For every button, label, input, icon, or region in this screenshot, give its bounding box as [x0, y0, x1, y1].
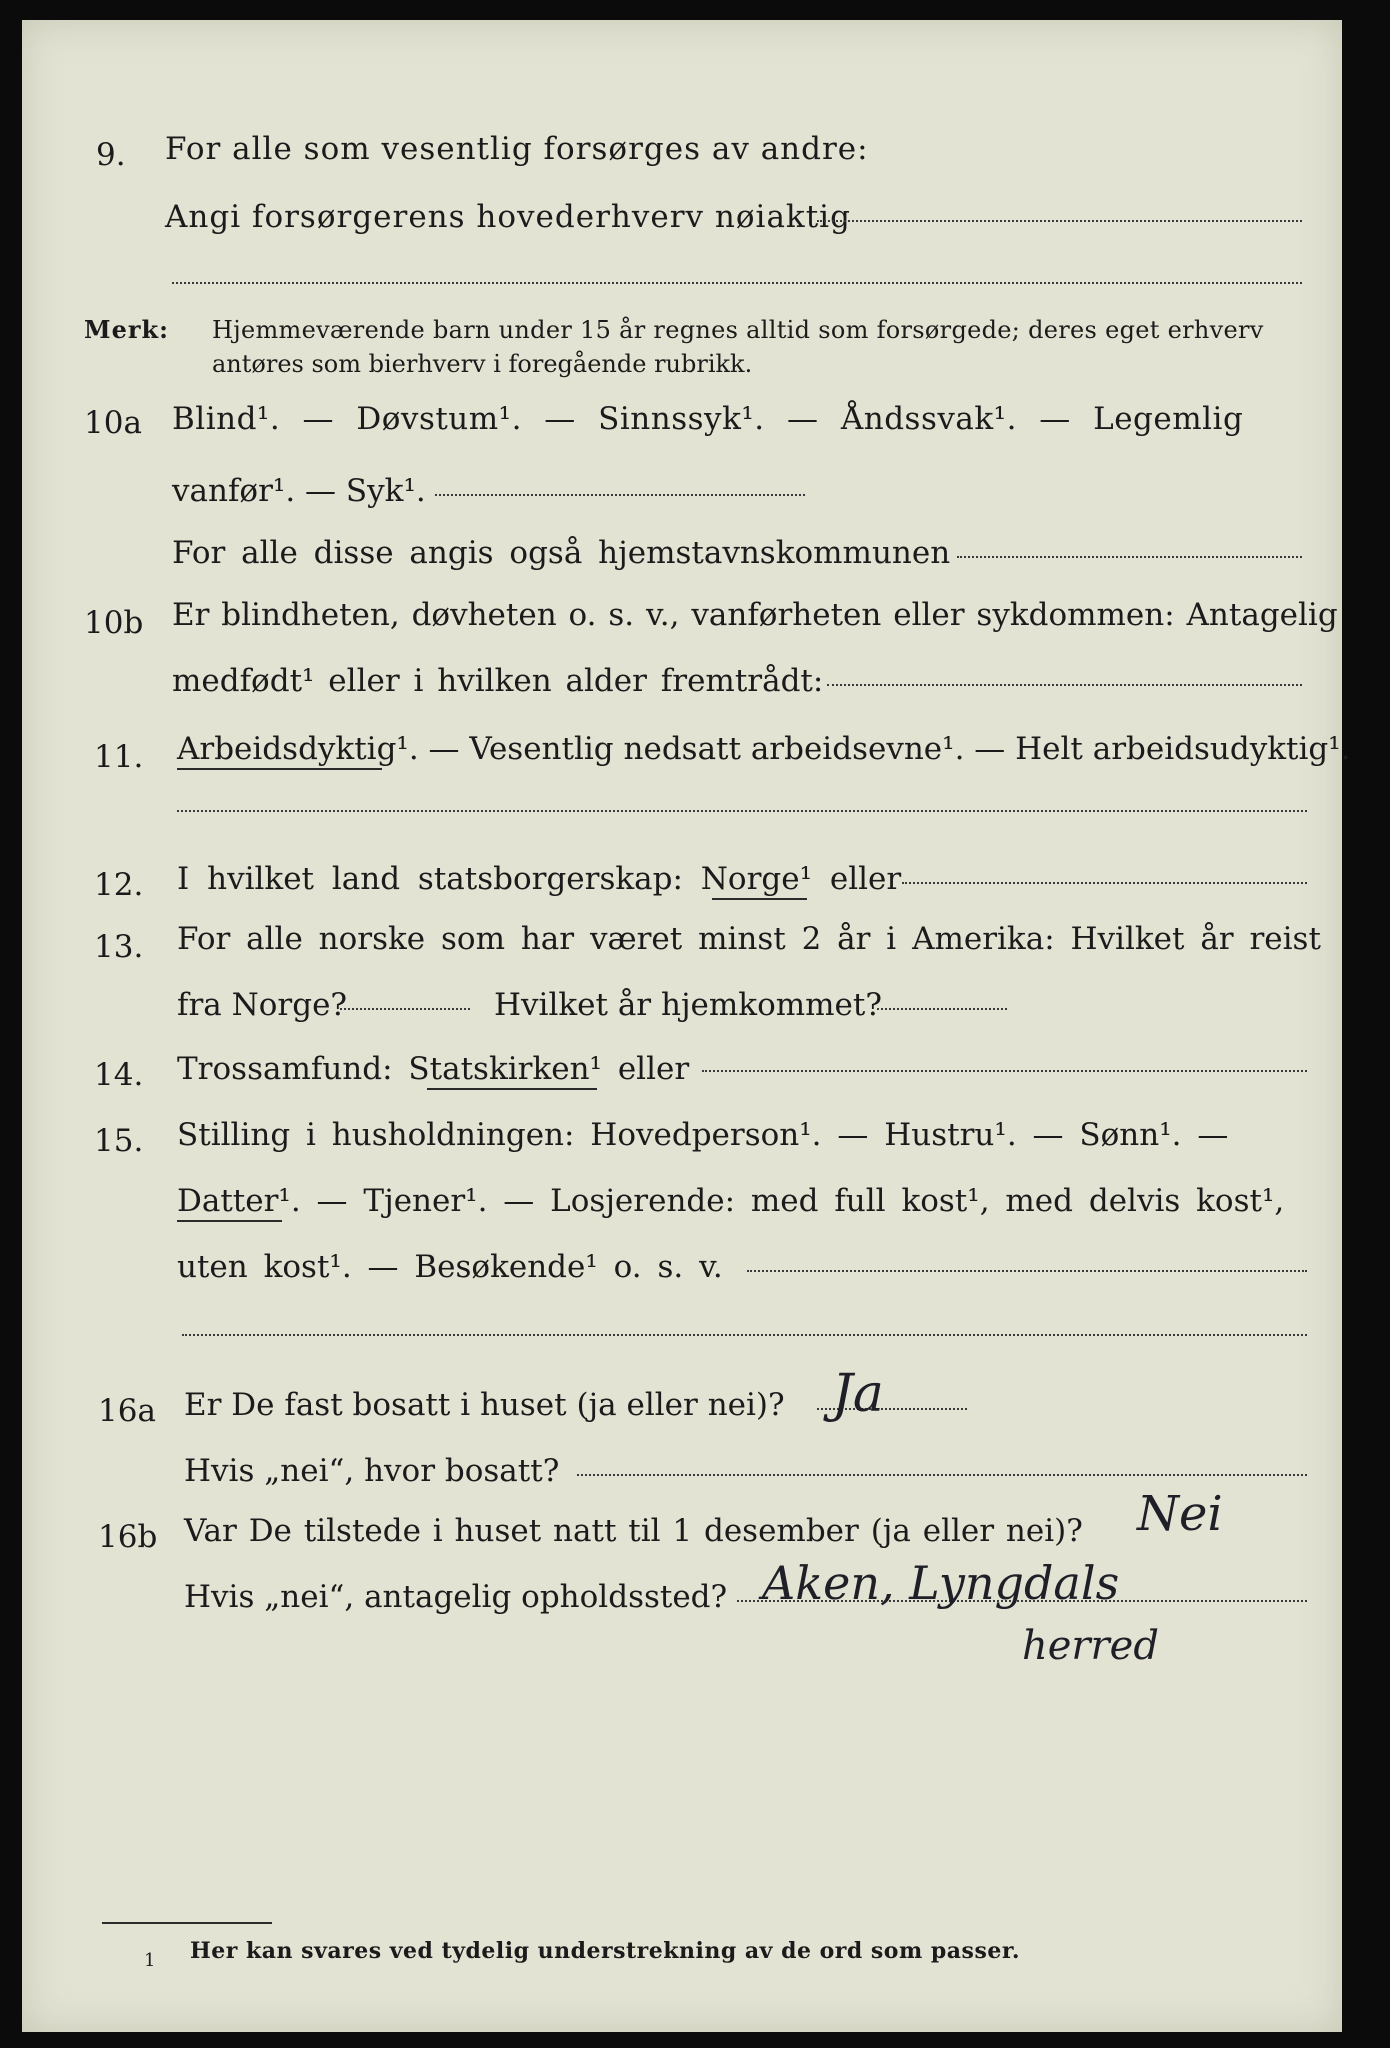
question-16b-number: 16b — [98, 1519, 158, 1555]
question-16b-line1: Var De tilstede i huset natt til 1 desember (ja eller nei)? — [184, 1513, 1083, 1549]
merk-line2: antøres som bierhverv i foregående rubrikk. — [212, 350, 753, 378]
question-13-line2b: Hvilket år hjemkommet? — [494, 987, 882, 1023]
question-13-line1: For alle norske som har været minst 2 år i Amerika: Hvilket år reist — [177, 921, 1321, 957]
question-10b-number: 10b — [84, 605, 144, 641]
question-16b-line2: Hvis „nei“, antagelig opholdssted? — [184, 1579, 728, 1615]
question-9-line2: Angi forsørgerens hovederhverv nøiaktig — [165, 199, 851, 235]
question-10a-line1: Blind¹. — Døvstum¹. — Sinnssyk¹. — Åndssvak¹. — Legemlig — [172, 401, 1244, 437]
underline-statskirken — [427, 1088, 597, 1090]
question-15-line3: uten kost¹. — Besøkende¹ o. s. v. — [177, 1249, 723, 1285]
question-15-number: 15. — [94, 1123, 144, 1159]
merk-line1: Hjemmeværende barn under 15 år regnes alltid som forsørgede; deres eget erhverv — [212, 316, 1264, 344]
question-12-number: 12. — [94, 867, 144, 903]
question-16a-line1: Er De fast bosatt i huset (ja eller nei)? — [184, 1387, 785, 1423]
underline-norge — [712, 898, 807, 900]
census-form-page — [22, 20, 1351, 2032]
question-10a-line2: vanfør¹. — Syk¹. — [172, 473, 426, 509]
question-14-number: 14. — [94, 1057, 144, 1093]
question-13-number: 13. — [94, 929, 144, 965]
question-10a-number: 10a — [84, 405, 142, 441]
question-16a-line2: Hvis „nei“, hvor bosatt? — [184, 1453, 560, 1489]
handwritten-answer-16a: Ja — [832, 1364, 884, 1424]
answer-line-14 — [702, 1070, 1307, 1072]
answer-line-13a — [340, 1008, 470, 1010]
answer-line-15b — [182, 1334, 1307, 1336]
question-10a-line3: For alle disse angis også hjemstavnskommunen — [172, 535, 951, 571]
question-9-number: 9. — [96, 137, 126, 173]
handwritten-answer-16b: Nei — [1137, 1486, 1223, 1542]
answer-line-9b — [172, 282, 1302, 284]
underline-datter — [177, 1220, 282, 1222]
answer-line-10b — [827, 684, 1302, 686]
question-12-line1: I hvilket land statsborgerskap: Norge¹ eller — [177, 861, 902, 897]
merk-label: Merk: — [84, 315, 169, 344]
handwritten-herred: herred — [1022, 1623, 1159, 1669]
answer-line-15a — [747, 1270, 1307, 1272]
question-10b-line1: Er blindheten, døvheten o. s. v., vanførheten eller sykdommen: Antagelig — [172, 597, 1338, 633]
answer-line-13b — [877, 1008, 1007, 1010]
question-13-line2a: fra Norge? — [177, 987, 348, 1023]
question-9-line1: For alle som vesentlig forsørges av andre: — [165, 131, 869, 167]
answer-line-16a-2 — [577, 1474, 1307, 1476]
answer-line-10a-2 — [957, 556, 1302, 558]
question-14-line1: Trossamfund: Statskirken¹ eller — [177, 1051, 690, 1087]
question-10b-line2: medfødt¹ eller i hvilken alder fremtrådt: — [172, 663, 824, 699]
footnote-mark: 1 — [144, 1950, 156, 1971]
answer-line-11 — [177, 810, 1307, 812]
question-11-number: 11. — [94, 739, 144, 775]
underline-arbeidsdyktig — [177, 768, 382, 770]
question-15-line2: Datter¹. — Tjener¹. — Losjerende: med full kost¹, med delvis kost¹, — [177, 1183, 1285, 1219]
answer-line-12 — [902, 882, 1307, 884]
question-15-line1: Stilling i husholdningen: Hovedperson¹. — Hustru¹. — Sønn¹. — — [177, 1117, 1229, 1153]
footnote-text: Her kan svares ved tydelig understrekning av de ord som passer. — [190, 1938, 1021, 1964]
handwritten-place: Aken, Lyngdals — [762, 1556, 1120, 1610]
question-11-line1: Arbeidsdyktig¹. — Vesentlig nedsatt arbeidsevne¹. — Helt arbeidsudyktig¹. — [177, 731, 1351, 767]
answer-line-9a — [817, 220, 1302, 222]
answer-line-10a-1 — [435, 494, 805, 496]
footnote-rule — [102, 1922, 272, 1924]
question-16a-number: 16a — [98, 1393, 156, 1429]
